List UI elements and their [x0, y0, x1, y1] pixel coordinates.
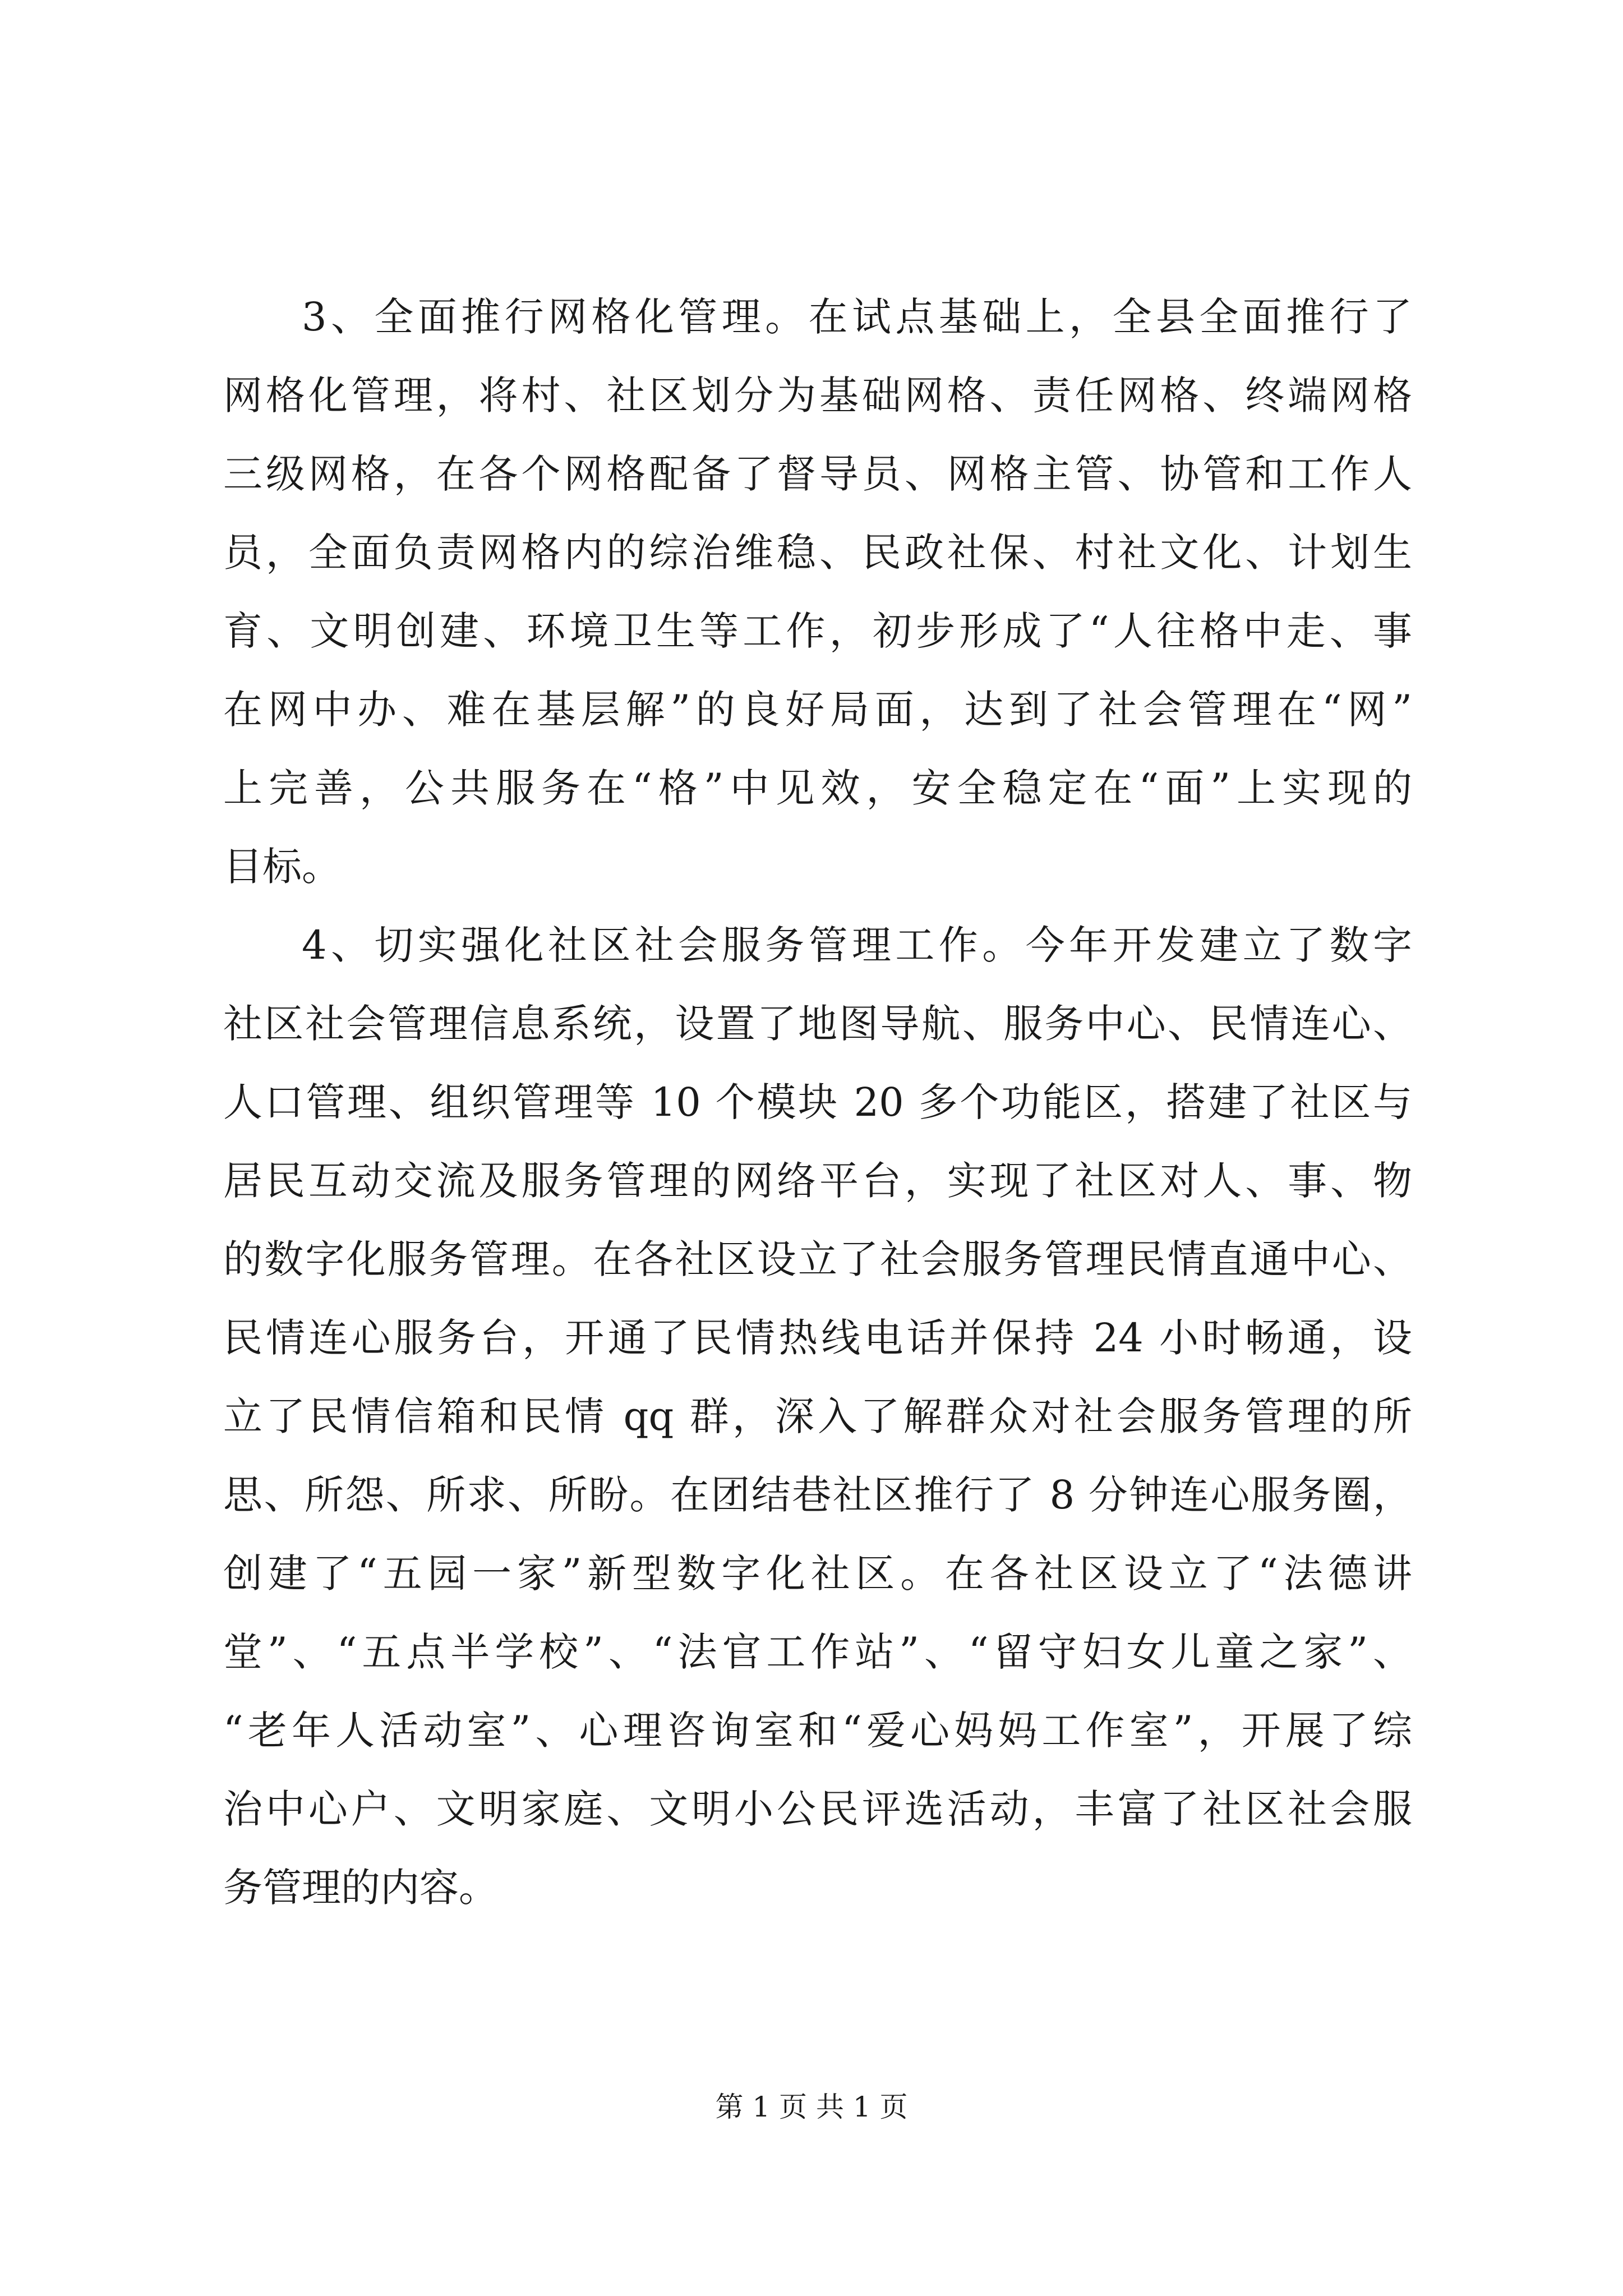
text-line: 三级网格，在各个网格配备了督导员、网格主管、协管和工作人	[223, 451, 1412, 497]
text-line: 在网中办、难在基层解”的良好局面，达到了社会管理在“网”	[223, 687, 1412, 733]
text-line: “老年人活动室”、心理咨询室和“爱心妈妈工作室”，开展了综	[223, 1708, 1412, 1754]
text-line: 社区社会管理信息系统，设置了地图导航、服务中心、民情连心、	[223, 1001, 1412, 1047]
text-line: 民情连心服务台，开通了民情热线电话并保持 24 小时畅通，设	[223, 1315, 1412, 1361]
page-footer	[0, 2085, 1623, 2129]
paragraph-4	[223, 906, 1412, 1927]
text-line: 创建了“五园一家”新型数字化社区。在各社区设立了“法德讲	[223, 1550, 1412, 1596]
text-line: 务管理的内容。	[223, 1865, 498, 1911]
text-line: 网格化管理，将村、社区划分为基础网格、责任网格、终端网格	[223, 372, 1412, 418]
text-line: 居民互动交流及服务管理的网络平台，实现了社区对人、事、物	[223, 1158, 1412, 1204]
text-line: 立了民情信箱和民情 qq 群，深入了解群众对社会服务管理的所	[223, 1393, 1412, 1439]
text-line: 育、文明创建、环境卫生等工作，初步形成了“人往格中走、事	[223, 608, 1412, 654]
text-line: 4、切实强化社区社会服务管理工作。今年开发建立了数字	[302, 922, 1412, 968]
text-line: 3、全面推行网格化管理。在试点基础上，全县全面推行了	[302, 294, 1412, 340]
text-line: 的数字化服务管理。在各社区设立了社会服务管理民情直通中心、	[223, 1236, 1412, 1282]
text-line: 思、所怨、所求、所盼。在团结巷社区推行了 8 分钟连心服务圈，	[223, 1472, 1412, 1518]
paragraph-3	[223, 278, 1412, 906]
text-line: 堂”、“五点半学校”、“法官工作站”、“留守妇女儿童之家”、	[223, 1629, 1412, 1675]
page-number-label: 第 1 页 共 1 页	[715, 2091, 908, 2123]
text-line: 员，全面负责网格内的综治维稳、民政社保、村社文化、计划生	[223, 530, 1412, 576]
text-line: 上完善，公共服务在“格”中见效，安全稳定在“面”上实现的	[223, 765, 1412, 811]
text-line: 治中心户、文明家庭、文明小公民评选活动，丰富了社区社会服	[223, 1786, 1412, 1832]
document-body	[223, 278, 1412, 1927]
text-line: 人口管理、组织管理等 10 个模块 20 多个功能区，搭建了社区与	[223, 1079, 1412, 1125]
text-line: 目标。	[223, 844, 341, 890]
